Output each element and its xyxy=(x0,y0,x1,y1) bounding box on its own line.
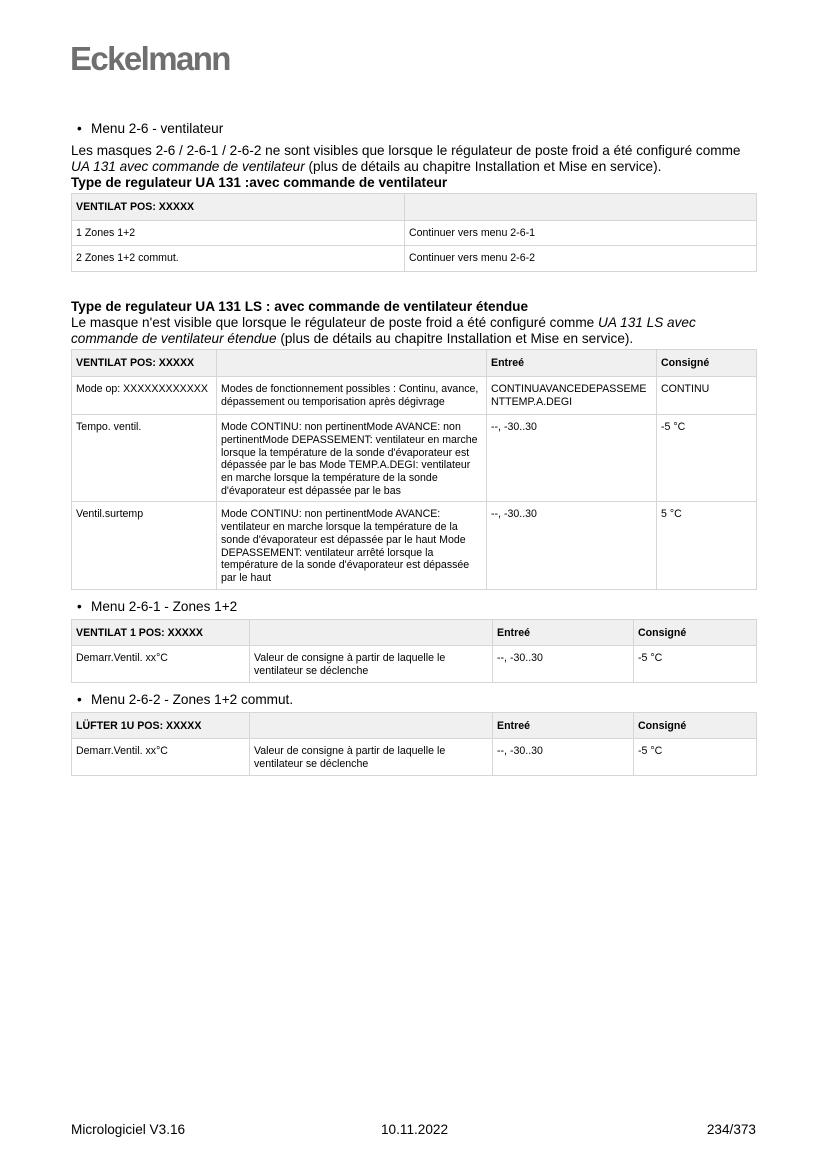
ua131ls-paragraph xyxy=(71,315,756,347)
table-cell: Demarr.Ventil. xx°C xyxy=(72,739,250,775)
table-cell: --, -30..30 xyxy=(487,415,657,502)
header-cell: Consigné xyxy=(657,350,757,377)
footer-firmware-version: Micrologiciel V3.16 xyxy=(71,1122,186,1137)
table-header-row xyxy=(72,194,757,221)
menu-2-6-bullet xyxy=(71,121,756,137)
footer-page-number: 234/373 xyxy=(706,1122,756,1137)
table-row xyxy=(72,376,757,414)
intro-text-b: (plus de détails au chapitre Installation et Mise en service). xyxy=(304,159,662,174)
menu-2-6-label: Menu 2-6 - ventilateur xyxy=(91,121,224,136)
table-cell: Mode CONTINU: non pertinentMode AVANCE: non pertinentMode DEPASSEMENT: ventilateur en marche lorsque la température de la sonde d'évaporateur est dépassée par le bas Mode TEMP.A.DEGI: ventilateur en marche lorsque la température de la sonde d'évaporateur est dépassée par le bas xyxy=(217,415,487,502)
table-header-row xyxy=(72,350,757,377)
table-cell: Continuer vers menu 2-6-1 xyxy=(405,220,757,246)
menu-2-6-1-label: Menu 2-6-1 - Zones 1+2 xyxy=(91,598,238,614)
ls-text-a: Le masque n'est visible que lorsque le régulateur de poste froid a été configuré comme xyxy=(71,315,599,331)
table-ventilat-1-pos xyxy=(71,619,757,683)
table-cell: -5 °C xyxy=(634,646,757,682)
table-cell: Valeur de consigne à partir de laquelle le ventilateur se déclenche xyxy=(250,646,493,682)
table-ventilat-pos-extended xyxy=(71,349,757,590)
table-cell: --, -30..30 xyxy=(493,646,634,682)
table-cell: Continuer vers menu 2-6-2 xyxy=(405,246,757,272)
table-cell: Valeur de consigne à partir de laquelle le ventilateur se déclenche xyxy=(250,739,493,775)
table-row xyxy=(72,415,757,502)
header-cell xyxy=(405,194,757,221)
menu-2-6-1-bullet xyxy=(71,599,756,615)
table-cell: -5 °C xyxy=(657,415,757,502)
page-content xyxy=(71,121,756,776)
header-cell: Consigné xyxy=(634,619,757,646)
table-header-row xyxy=(72,619,757,646)
bullet-dot: • xyxy=(77,691,82,707)
ls-text-b: (plus de détails au chapitre Installation et Mise en service). xyxy=(276,331,634,347)
table-cell: -5 °C xyxy=(634,739,757,775)
table-cell: Mode op: XXXXXXXXXXXX xyxy=(72,376,217,414)
ua131ls-heading: Type de regulateur UA 131 LS : avec commande de ventilateur étendue xyxy=(71,299,529,315)
intro-paragraph xyxy=(71,143,756,175)
table-header-row xyxy=(72,712,757,739)
bullet-dot: • xyxy=(77,121,82,136)
header-cell: Consigné xyxy=(634,712,757,739)
ls-text-em: UA 131 LS avec commande de ventilateur étendue xyxy=(71,315,696,347)
header-cell xyxy=(250,712,493,739)
intro-text-em: UA 131 avec commande de ventilateur xyxy=(71,159,305,174)
header-cell: Entreé xyxy=(487,350,657,377)
table-cell: --, -30..30 xyxy=(493,739,634,775)
header-cell: LÜFTER 1U POS: XXXXX xyxy=(72,712,250,739)
table-row xyxy=(72,646,757,682)
table-cell: 1 Zones 1+2 xyxy=(72,220,405,246)
intro-text-a: Les masques 2-6 / 2-6-1 / 2-6-2 ne sont visibles que lorsque le régulateur de poste froid a été configuré comme xyxy=(71,143,741,158)
table-cell: CONTINU xyxy=(657,376,757,414)
header-cell: VENTILAT POS: XXXXX xyxy=(72,194,405,221)
menu-2-6-2-label: Menu 2-6-2 - Zones 1+2 commut. xyxy=(91,691,294,707)
table-cell: 2 Zones 1+2 commut. xyxy=(72,246,405,272)
table-row xyxy=(72,739,757,775)
table-row xyxy=(72,220,757,246)
ua131-heading: Type de regulateur UA 131 :avec commande de ventilateur xyxy=(71,175,448,190)
table-row xyxy=(72,502,757,589)
table-cell: Modes de fonctionnement possibles : Continu, avance, dépassement ou temporisation après dégivrage xyxy=(217,376,487,414)
header-cell xyxy=(217,350,487,377)
table-cell: Tempo. ventil. xyxy=(72,415,217,502)
bullet-dot: • xyxy=(77,598,82,614)
header-cell: Entreé xyxy=(493,712,634,739)
header-cell: VENTILAT 1 POS: XXXXX xyxy=(72,619,250,646)
table-cell: Mode CONTINU: non pertinentMode AVANCE: ventilateur en marche lorsque la température de la sonde d'évaporateur est dépassée par le haut Mode DEPASSEMENT: ventilateur arrêté lorsque la température de la sonde d'évaporateur est dépassée par le haut xyxy=(217,502,487,589)
table-ventilat-pos xyxy=(71,193,757,272)
table-cell: --, -30..30 xyxy=(487,502,657,589)
table-cell: 5 °C xyxy=(657,502,757,589)
company-logo: Eckelmann xyxy=(70,40,230,77)
table-cell: CONTINUAVANCEDEPASSEMENTTEMP.A.DEGI xyxy=(487,376,657,414)
table-cell: Ventil.surtemp xyxy=(72,502,217,589)
footer-date: 10.11.2022 xyxy=(381,1122,449,1137)
header-cell xyxy=(250,619,493,646)
table-lufter-1u-pos xyxy=(71,712,757,776)
table-row xyxy=(72,246,757,272)
table-cell: Demarr.Ventil. xx°C xyxy=(72,646,250,682)
header-cell: VENTILAT POS: XXXXX xyxy=(72,350,217,377)
menu-2-6-2-bullet xyxy=(71,692,756,708)
header-cell: Entreé xyxy=(493,619,634,646)
